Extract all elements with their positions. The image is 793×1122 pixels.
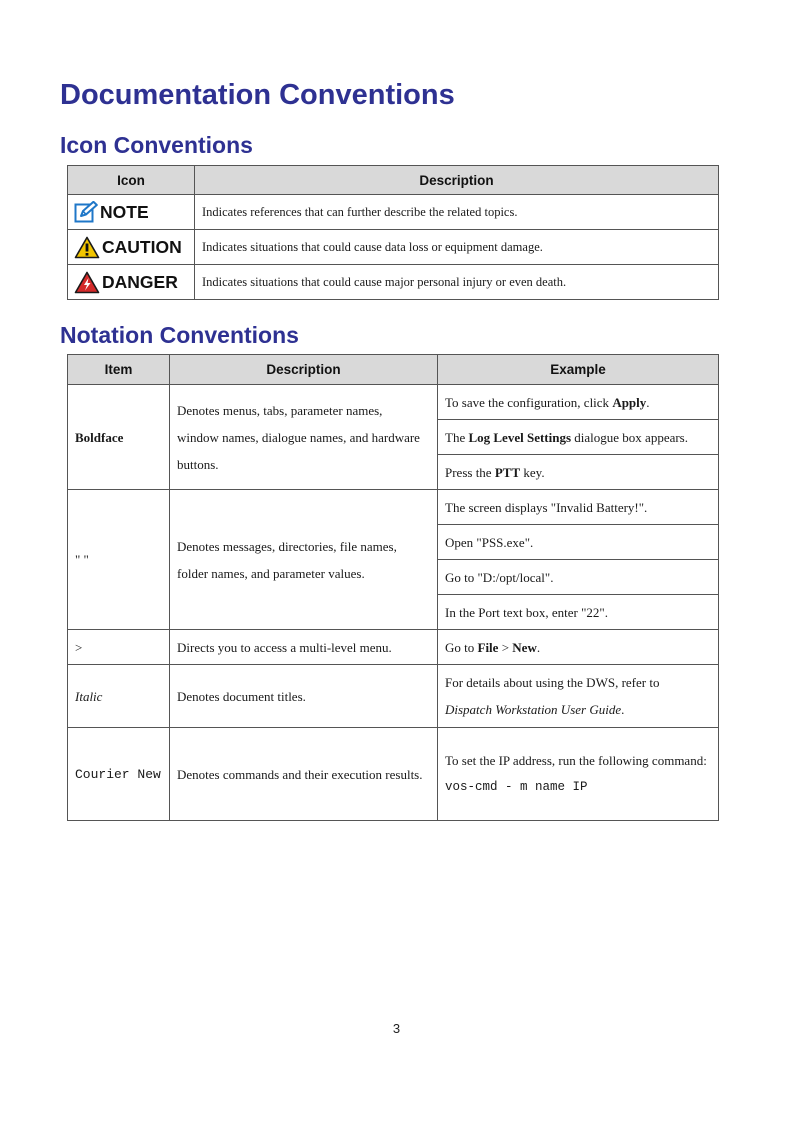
notation-conventions-heading: Notation Conventions <box>60 322 299 348</box>
note-description: Indicates references that can further describe the related topics. <box>195 195 719 230</box>
table-row <box>68 385 719 420</box>
italic-item: Italic <box>68 665 170 728</box>
courier-item: Courier New <box>68 728 170 821</box>
quotes-description: Denotes messages, directories, file names, folder names, and parameter values. <box>170 490 438 630</box>
example-bold: PTT <box>494 464 521 480</box>
page-number: 3 <box>392 1021 401 1036</box>
example-cell: Open "PSS.exe". <box>438 525 719 560</box>
example-cell <box>438 385 719 420</box>
danger-label-cell <box>68 265 195 300</box>
note-label-cell <box>68 195 195 230</box>
example-italic: Dispatch Workstation User Guide <box>445 702 622 717</box>
example-cell <box>438 420 719 455</box>
example-text: The <box>445 429 469 445</box>
example-cell: Go to "D:/opt/local". <box>438 560 719 595</box>
example-text: . <box>621 702 625 717</box>
column-header: Example <box>438 355 719 385</box>
page-title: Documentation Conventions <box>60 79 455 111</box>
example-bold: New <box>512 639 537 655</box>
example-bold: Apply <box>612 394 647 410</box>
column-header: Item <box>68 355 170 385</box>
caution-description: Indicates situations that could cause data loss or equipment damage. <box>195 230 719 265</box>
column-header: Description <box>170 355 438 385</box>
caution-label: CAUTION <box>102 236 182 257</box>
example-text: . <box>646 394 650 410</box>
example-cell <box>438 728 719 821</box>
quotes-item: " " <box>68 490 170 630</box>
example-text: dialogue box appears. <box>571 429 688 445</box>
boldface-item: Boldface <box>75 429 124 445</box>
example-line <box>445 696 718 723</box>
example-text: To save the configuration, click <box>445 394 613 410</box>
table-row <box>68 230 719 265</box>
example-text: Go to <box>445 639 478 655</box>
table-row <box>68 630 719 665</box>
boldface-description: Denotes menus, tabs, parameter names, window names, dialogue names, and hardware buttons. <box>170 385 438 490</box>
table-header-row <box>68 355 719 385</box>
example-text: key. <box>520 464 545 480</box>
courier-description: Denotes commands and their execution results. <box>170 728 438 821</box>
notation-conventions-table <box>67 354 719 821</box>
danger-description: Indicates situations that could cause major personal injury or even death. <box>195 265 719 300</box>
example-text: To set the IP address, run the following command: <box>445 753 707 768</box>
table-row <box>68 195 719 230</box>
example-cell: In the Port text box, enter "22". <box>438 595 719 630</box>
table-row <box>68 728 719 821</box>
note-icon <box>74 201 98 223</box>
danger-label: DANGER <box>102 271 178 292</box>
example-cell: The screen displays "Invalid Battery!". <box>438 490 719 525</box>
arrow-item: > <box>68 630 170 665</box>
table-row <box>68 665 719 728</box>
column-header: Icon <box>68 166 195 195</box>
example-cell <box>438 630 719 665</box>
example-cell <box>438 665 719 728</box>
danger-icon <box>74 271 100 294</box>
table-header-row <box>68 166 719 195</box>
italic-description: Denotes document titles. <box>170 665 438 728</box>
icon-conventions-table <box>67 165 719 300</box>
table-row <box>68 490 719 525</box>
example-text: . <box>536 639 541 655</box>
item-cell <box>68 385 170 490</box>
caution-icon <box>74 236 100 259</box>
example-text: Press the <box>445 464 495 480</box>
arrow-description: Directs you to access a multi-level menu. <box>170 630 438 665</box>
note-label: NOTE <box>100 201 149 222</box>
table-row <box>68 265 719 300</box>
example-text: For details about using the DWS, refer to <box>445 675 660 690</box>
example-bold: Log Level Settings <box>468 429 572 445</box>
column-header: Description <box>195 166 719 195</box>
icon-conventions-heading: Icon Conventions <box>60 132 253 158</box>
example-code: vos-cmd - m name IP <box>445 780 588 794</box>
example-bold: File <box>477 639 499 655</box>
example-text: > <box>498 639 513 655</box>
caution-label-cell <box>68 230 195 265</box>
example-cell <box>438 455 719 490</box>
